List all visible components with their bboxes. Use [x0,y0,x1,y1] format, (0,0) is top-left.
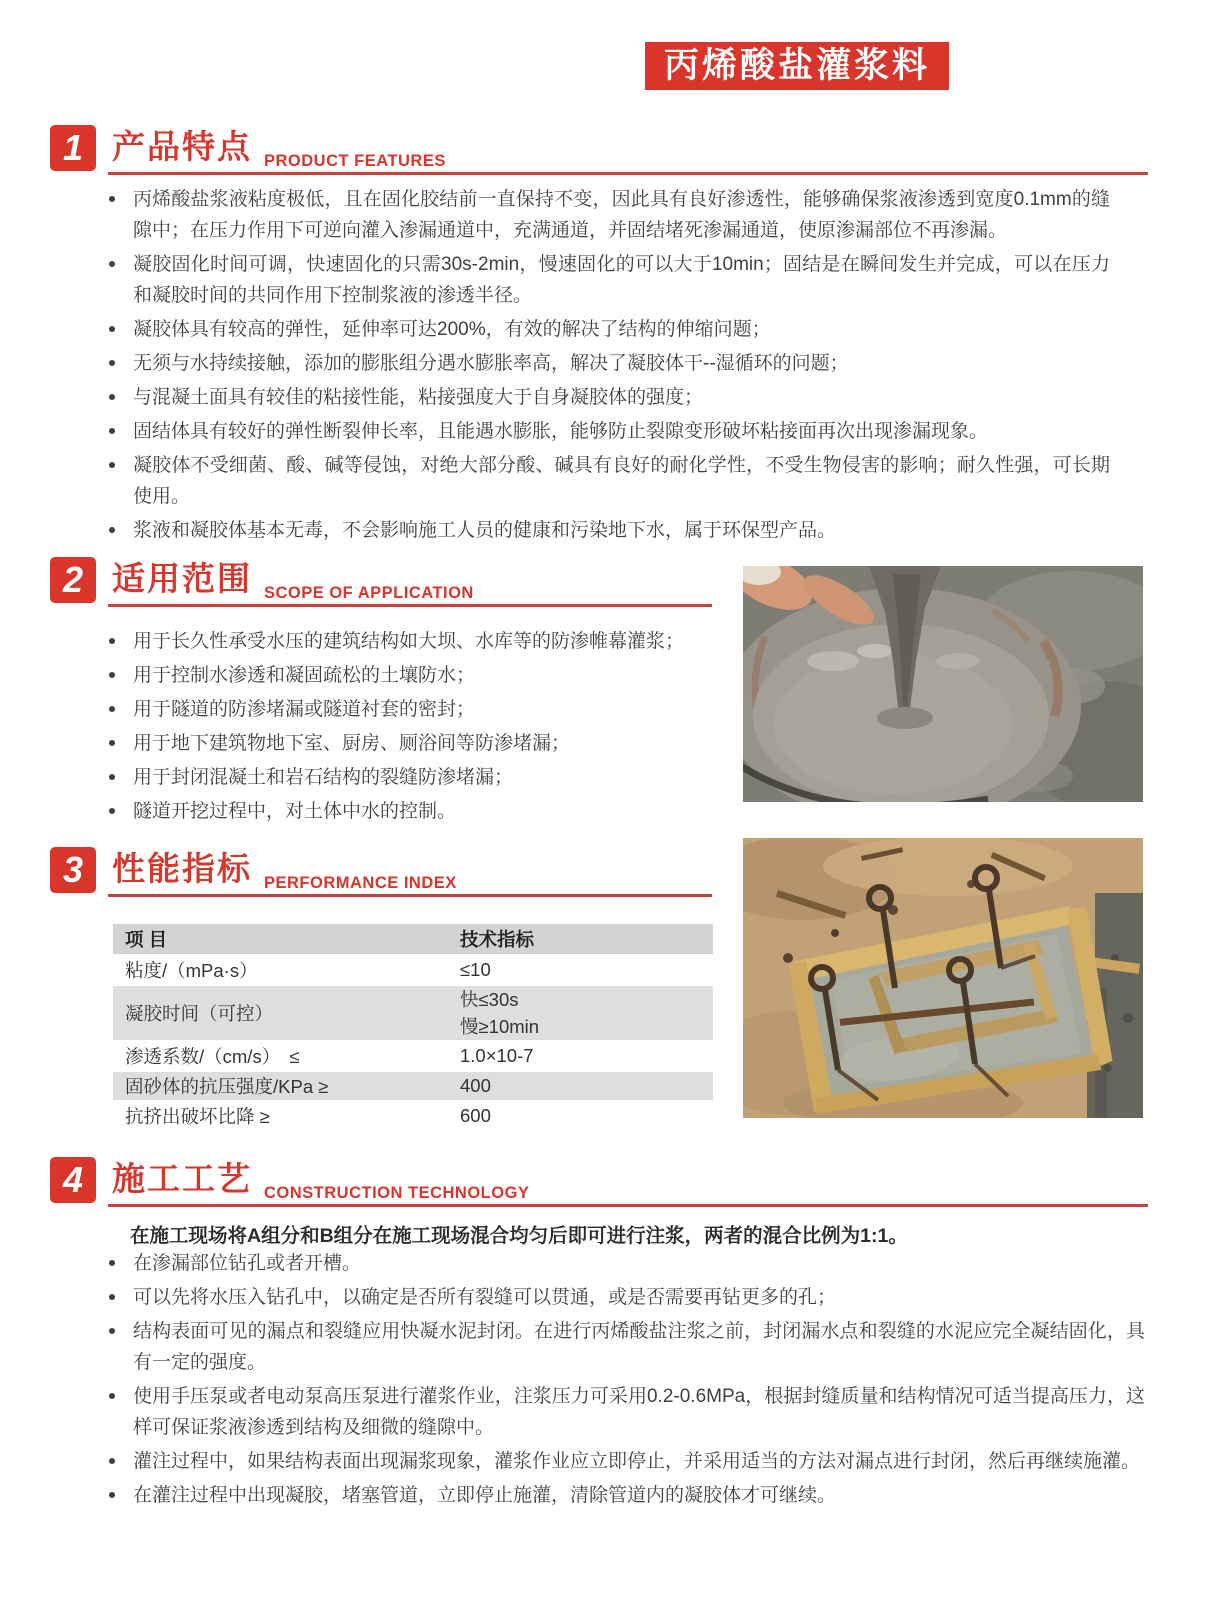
product-features-list [100,184,1110,549]
row-label: 凝胶时间（可控） [125,1003,274,1024]
mixing-slurry-illustration [743,566,1143,802]
section-2-number-badge: 2 [50,557,96,603]
row-label: 抗挤出破坏比降 ≥ [125,1106,270,1127]
section-3-header [50,847,712,897]
list-item: 丙烯酸盐浆液粘度极低，且在固化胶结前一直保持不变，因此具有良好渗透性，能够确保浆液渗透到宽度0.1mm的缝隙中；在压力作用下可逆向灌入渗漏通道中，充满通道，并固结堵死渗漏通道，使原渗漏部位不再渗漏。 [100,184,1110,246]
table-header-row [113,924,713,954]
list-item: 与混凝土面具有较佳的粘接性能，粘接强度大于自身凝胶体的强度； [100,382,1110,413]
mixing-slurry-photo [743,566,1143,802]
table-header-item: 项 目 [125,929,168,950]
list-item: 隧道开挖过程中，对土体中水的控制。 [100,796,730,827]
section-3-number-badge: 3 [50,847,96,893]
table-row [113,986,713,1040]
list-item: 在渗漏部位钻孔或者开槽。 [100,1248,1145,1279]
table-header-tech-index: 技术指标 [460,929,535,950]
section-4-number-badge: 4 [50,1157,96,1203]
section-1-title: 产品特点 [112,128,252,165]
formwork-grouting-illustration [743,838,1143,1118]
mixing-ratio-intro: 在施工现场将A组分和B组分在施工现场混合均匀后即可进行注浆，两者的混合比例为1:1。 [130,1225,908,1247]
section-3-subtitle: PERFORMANCE INDEX [264,874,457,892]
row-label: 粘度/（mPa·s） [125,960,258,981]
list-item: 用于长久性承受水压的建筑结构如大坝、水库等的防渗帷幕灌浆； [100,626,730,657]
row-value: 1.0×10-7 [460,1045,534,1066]
product-title-banner: 丙烯酸盐灌浆料 [645,42,949,90]
table-row [113,1102,713,1130]
list-item: 凝胶体不受细菌、酸、碱等侵蚀，对绝大部分酸、碱具有良好的耐化学性，不受生物侵害的影响；耐久性强，可长期使用。 [100,450,1110,512]
list-item: 可以先将水压入钻孔中，以确定是否所有裂缝可以贯通，或是否需要再钻更多的孔； [100,1282,1145,1313]
section-1-number-badge: 1 [50,125,96,171]
list-item: 用于控制水渗透和凝固疏松的土壤防水； [100,660,730,691]
section-2-header [50,557,712,607]
table-row [113,956,713,984]
row-value: 600 [460,1105,491,1126]
list-item: 使用手压泵或者电动泵高压泵进行灌浆作业，注浆压力可采用0.2-0.6MPa，根据封缝质量和结构情况可适当提高压力，这样可保证浆液渗透到结构及细微的缝隙中。 [100,1381,1145,1443]
section-2-subtitle: SCOPE OF APPLICATION [264,584,474,602]
gel-time-slow: 慢≥10min [460,1016,540,1037]
list-item: 灌注过程中，如果结构表面出现漏浆现象，灌浆作业应立即停止，并采用适当的方法对漏点进行封闭，然后再继续施灌。 [100,1446,1145,1477]
section-1-subtitle: PRODUCT FEATURES [264,152,446,170]
list-item: 浆液和凝胶体基本无毒，不会影响施工人员的健康和污染地下水，属于环保型产品。 [100,515,1110,546]
scope-of-application-list [100,626,730,830]
section-4-title: 施工工艺 [112,1160,252,1197]
row-value: ≤10 [460,959,491,980]
gel-time-fast: 快≤30s [460,989,519,1010]
list-item: 结构表面可见的漏点和裂缝应用快凝水泥封闭。在进行丙烯酸盐注浆之前，封闭漏水点和裂缝的水泥应完全凝结固化，具有一定的强度。 [100,1316,1145,1378]
list-item: 凝胶固化时间可调，快速固化的只需30s-2min，慢速固化的可以大于10min；固结是在瞬间发生并完成，可以在压力和凝胶时间的共同作用下控制浆液的渗透半径。 [100,249,1110,311]
list-item: 用于地下建筑物地下室、厨房、厕浴间等防渗堵漏； [100,728,730,759]
section-4-header [50,1157,1148,1207]
list-item: 固结体具有较好的弹性断裂伸长率，且能遇水膨胀，能够防止裂隙变形破坏粘接面再次出现渗漏现象。 [100,416,1110,447]
list-item: 无须与水持续接触，添加的膨胀组分遇水膨胀率高，解决了凝胶体干--湿循环的问题； [100,348,1110,379]
list-item: 用于隧道的防渗堵漏或隧道衬套的密封； [100,694,730,725]
section-1-header [50,125,1148,175]
list-item: 在灌注过程中出现凝胶，堵塞管道，立即停止施灌，清除管道内的凝胶体才可继续。 [100,1480,1145,1511]
performance-index-table [113,924,713,1132]
section-2-title: 适用范围 [112,560,252,597]
list-item: 用于封闭混凝土和岩石结构的裂缝防渗堵漏； [100,762,730,793]
table-row [113,1042,713,1070]
section-4-subtitle: CONSTRUCTION TECHNOLOGY [264,1184,530,1202]
construction-steps-list [100,1248,1145,1514]
row-label: 固砂体的抗压强度/KPa ≥ [125,1076,329,1097]
row-value: 400 [460,1075,491,1096]
row-value [460,986,713,1040]
section-3-title: 性能指标 [112,850,252,887]
table-row [113,1072,713,1100]
row-label: 渗透系数/（cm/s） ≤ [125,1046,300,1067]
list-item: 凝胶体具有较高的弹性，延伸率可达200%，有效的解决了结构的伸缩问题； [100,314,1110,345]
formwork-grouting-photo [743,838,1143,1118]
